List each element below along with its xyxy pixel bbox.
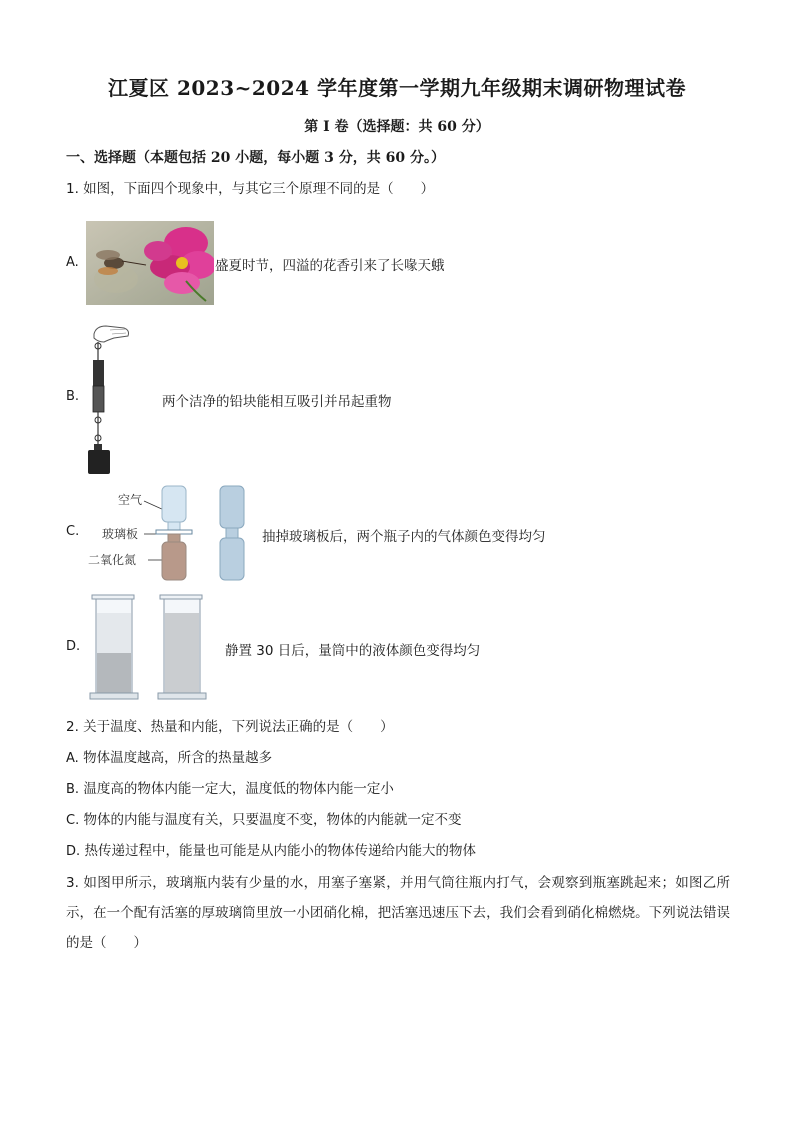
- part-subtitle: 第 I 卷（选择题：共 60 分）: [304, 119, 490, 135]
- lead-blocks-figure: [84, 320, 132, 476]
- q2-option-c-letter: C.: [66, 813, 80, 828]
- q2-option-a: [66, 748, 272, 769]
- left-bottles-icon: [156, 486, 192, 580]
- gas-diffusion-figure: [86, 484, 256, 584]
- q2-option-a-letter: A.: [66, 751, 79, 766]
- question-1-stem: 1. 如图，下面四个现象中，与其它三个原理不同的是（ ）: [66, 181, 435, 197]
- q1-option-c-text: 抽掉玻璃板后，两个瓶子内的气体颜色变得均匀: [262, 529, 546, 545]
- graduated-cylinders-figure: [88, 593, 210, 701]
- right-bottles-icon: [220, 486, 244, 580]
- label-nitrogen-dioxide: 二氧化氮: [88, 553, 137, 567]
- q2-option-c: [66, 810, 462, 831]
- question-2-stem: 2. 关于温度、热量和内能，下列说法正确的是（ ）: [66, 719, 394, 735]
- label-air: 空气: [118, 493, 143, 507]
- q2-option-b-text: 温度高的物体内能一定大，温度低的物体内能一定小: [83, 781, 394, 797]
- q2-option-a-text: 物体温度越高，所含的热量越多: [83, 750, 273, 766]
- q2-option-d: [66, 841, 476, 862]
- cylinder-left-icon: [90, 595, 138, 699]
- q2-option-c-text: 物体的内能与温度有关，只要温度不变，物体的内能就一定不变: [83, 812, 462, 828]
- q1-option-c-letter: C.: [66, 524, 80, 539]
- q1-option-a-text: 盛夏时节，四溢的花香引来了长喙天蛾: [215, 258, 445, 274]
- q2-option-b-letter: B.: [66, 782, 80, 797]
- q1-option-a-letter: A.: [66, 255, 79, 270]
- section-heading: 一、选择题（本题包括 20 小题，每小题 3 分，共 60 分。）: [66, 150, 445, 166]
- q1-option-d-text: 静置 30 日后，量筒中的液体颜色变得均匀: [225, 643, 481, 659]
- q1-option-b-text: 两个洁净的铅块能相互吸引并吊起重物: [162, 394, 392, 410]
- label-glass-plate: 玻璃板: [102, 527, 139, 541]
- hawk-moth-flower-photo: [86, 221, 214, 305]
- q1-option-d-letter: D.: [66, 639, 81, 654]
- q2-option-d-letter: D.: [66, 844, 81, 859]
- q2-option-d-text: 热传递过程中，能量也可能是从内能小的物体传递给内能大的物体: [84, 843, 476, 859]
- exam-title: 江夏区 2023~2024 学年度第一学期九年级期末调研物理试卷: [107, 76, 686, 100]
- q1-option-b-letter: B.: [66, 389, 80, 404]
- cylinder-right-icon: [158, 595, 206, 699]
- q2-option-b: [66, 779, 394, 800]
- hand-icon: [94, 326, 129, 342]
- question-3-stem: 3. 如图甲所示，玻璃瓶内装有少量的水，用塞子塞紧，并用气筒往瓶内打气，会观察到瓶塞跳起来；如图乙所示，在一个配有活塞的厚玻璃筒里放一小团硝化棉，把活塞迅速压下去，我们会看到硝化棉燃烧。下列说法错误的是（ ）: [66, 875, 730, 951]
